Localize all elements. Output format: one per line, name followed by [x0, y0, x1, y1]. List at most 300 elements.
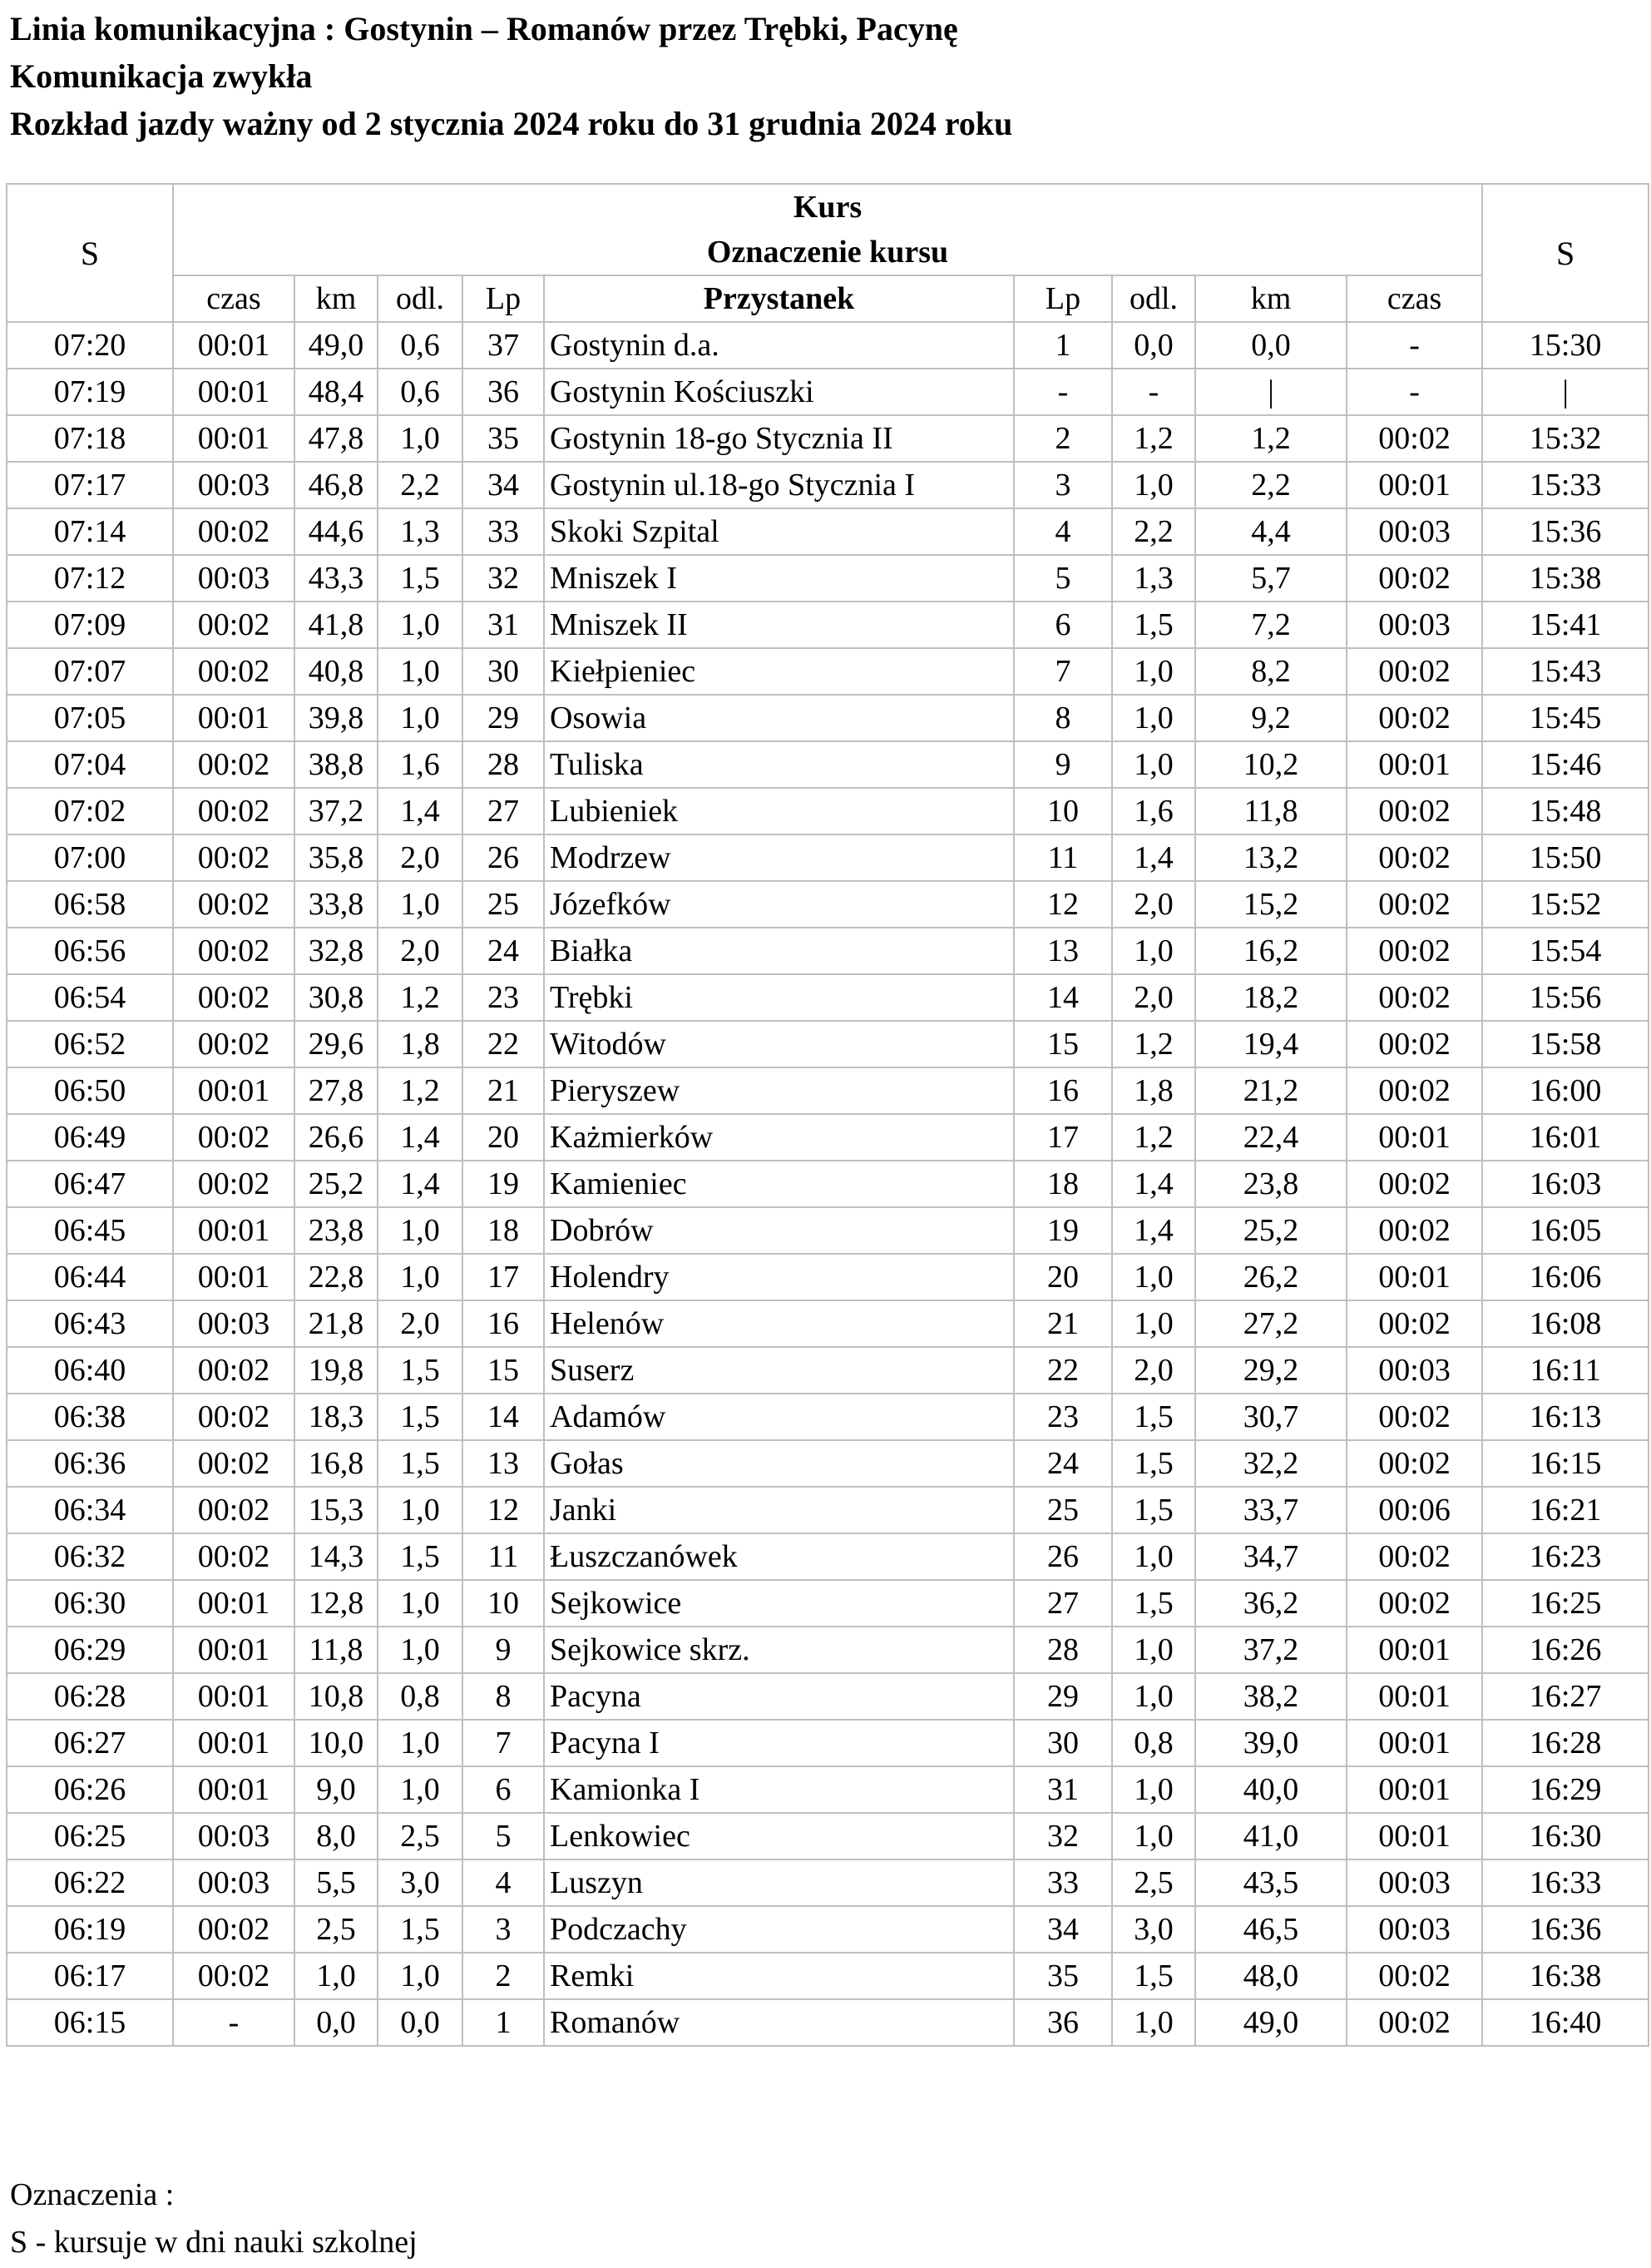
distance-right: 1,0: [1112, 1673, 1195, 1720]
travel-time-right: 00:02: [1347, 1394, 1482, 1440]
dep-time-right: 16:25: [1482, 1580, 1649, 1627]
km-right: 18,2: [1195, 974, 1347, 1021]
dep-time-left: 06:56: [7, 928, 173, 974]
travel-time-right: 00:02: [1347, 974, 1482, 1021]
lp-left: 7: [462, 1720, 544, 1766]
table-row: [7, 881, 1649, 928]
dep-time-left: 06:50: [7, 1067, 173, 1114]
km-right: 38,2: [1195, 1673, 1347, 1720]
lp-right: 22: [1014, 1347, 1112, 1394]
table-row: [7, 555, 1649, 602]
travel-time-left: 00:01: [173, 1580, 294, 1627]
distance-right: 1,4: [1112, 834, 1195, 881]
travel-time-right: 00:06: [1347, 1487, 1482, 1533]
dep-time-right: 15:45: [1482, 695, 1649, 741]
km-left: 19,8: [294, 1347, 378, 1394]
distance-right: 1,2: [1112, 1114, 1195, 1161]
km-right: 5,7: [1195, 555, 1347, 602]
distance-left: 0,0: [378, 1999, 462, 2046]
travel-time-left: 00:02: [173, 1487, 294, 1533]
km-left: 8,0: [294, 1813, 378, 1859]
km-right: 2,2: [1195, 462, 1347, 508]
stop-name: Adamów: [544, 1394, 1014, 1440]
dep-time-right: 16:29: [1482, 1766, 1649, 1813]
lp-right: 18: [1014, 1161, 1112, 1207]
dep-time-right: 15:46: [1482, 741, 1649, 788]
travel-time-left: 00:01: [173, 322, 294, 369]
travel-time-left: 00:02: [173, 1021, 294, 1067]
distance-left: 1,0: [378, 1487, 462, 1533]
travel-time-right: 00:01: [1347, 1673, 1482, 1720]
lp-left: 1: [462, 1999, 544, 2046]
distance-left: 1,0: [378, 695, 462, 741]
km-left: 37,2: [294, 788, 378, 834]
lp-right: 32: [1014, 1813, 1112, 1859]
oznaczenie-label: Oznaczenie kursu: [173, 230, 1482, 275]
distance-left: 1,5: [378, 1394, 462, 1440]
kurs-label: Kurs: [173, 184, 1482, 230]
km-left: 38,8: [294, 741, 378, 788]
distance-right: 1,6: [1112, 788, 1195, 834]
dep-time-left: 06:44: [7, 1254, 173, 1300]
header-row-oznaczenie: [7, 230, 1649, 275]
dep-time-left: 07:18: [7, 415, 173, 462]
dep-time-left: 07:05: [7, 695, 173, 741]
distance-left: 1,2: [378, 1067, 462, 1114]
lp-right: 20: [1014, 1254, 1112, 1300]
lp-left: 22: [462, 1021, 544, 1067]
travel-time-left: 00:02: [173, 1953, 294, 1999]
lp-right: 4: [1014, 508, 1112, 555]
travel-time-right: 00:02: [1347, 1440, 1482, 1487]
travel-time-right: 00:02: [1347, 1953, 1482, 1999]
km-left: 21,8: [294, 1300, 378, 1347]
distance-left: 2,5: [378, 1813, 462, 1859]
stop-name: Sejkowice: [544, 1580, 1014, 1627]
table-row: [7, 602, 1649, 648]
distance-left: 1,4: [378, 1161, 462, 1207]
dep-time-right: 16:27: [1482, 1673, 1649, 1720]
km-right: 1,2: [1195, 415, 1347, 462]
distance-right: 1,5: [1112, 1953, 1195, 1999]
travel-time-left: 00:02: [173, 788, 294, 834]
stop-name: Kamionka I: [544, 1766, 1014, 1813]
distance-right: 1,2: [1112, 1021, 1195, 1067]
dep-time-left: 07:09: [7, 602, 173, 648]
dep-time-left: 07:17: [7, 462, 173, 508]
dep-time-left: 06:25: [7, 1813, 173, 1859]
lp-right: 13: [1014, 928, 1112, 974]
distance-right: 0,0: [1112, 322, 1195, 369]
table-row: [7, 1673, 1649, 1720]
dep-time-right: 16:08: [1482, 1300, 1649, 1347]
travel-time-right: 00:03: [1347, 602, 1482, 648]
travel-time-left: -: [173, 1999, 294, 2046]
distance-right: 1,0: [1112, 1627, 1195, 1673]
table-row: [7, 1067, 1649, 1114]
distance-right: 1,5: [1112, 1394, 1195, 1440]
lp-right: 29: [1014, 1673, 1112, 1720]
dep-time-right: 15:58: [1482, 1021, 1649, 1067]
stop-name: Podczachy: [544, 1906, 1014, 1953]
stop-name: Łuszczanówek: [544, 1533, 1014, 1580]
distance-right: 2,0: [1112, 974, 1195, 1021]
travel-time-left: 00:02: [173, 1440, 294, 1487]
km-left: 9,0: [294, 1766, 378, 1813]
lp-right: 14: [1014, 974, 1112, 1021]
km-left: 35,8: [294, 834, 378, 881]
travel-time-right: 00:02: [1347, 1207, 1482, 1254]
km-right: 21,2: [1195, 1067, 1347, 1114]
travel-time-right: 00:01: [1347, 462, 1482, 508]
lp-left: 10: [462, 1580, 544, 1627]
km-left: 49,0: [294, 322, 378, 369]
km-right: 29,2: [1195, 1347, 1347, 1394]
dep-time-left: 06:22: [7, 1859, 173, 1906]
column-header-row: [7, 275, 1649, 322]
lp-right: 3: [1014, 462, 1112, 508]
km-left: 5,5: [294, 1859, 378, 1906]
lp-right: 2: [1014, 415, 1112, 462]
lp-left: 11: [462, 1533, 544, 1580]
km-right: 48,0: [1195, 1953, 1347, 1999]
col-lp-left: Lp: [462, 275, 544, 322]
dep-time-left: 06:58: [7, 881, 173, 928]
lp-left: 16: [462, 1300, 544, 1347]
travel-time-right: 00:01: [1347, 1813, 1482, 1859]
distance-left: 2,2: [378, 462, 462, 508]
travel-time-right: 00:03: [1347, 1859, 1482, 1906]
table-row: [7, 1953, 1649, 1999]
stop-name: Gostynin ul.18-go Stycznia I: [544, 462, 1014, 508]
lp-right: 16: [1014, 1067, 1112, 1114]
travel-time-right: 00:03: [1347, 1906, 1482, 1953]
travel-time-left: 00:03: [173, 1859, 294, 1906]
table-row: [7, 695, 1649, 741]
lp-right: 10: [1014, 788, 1112, 834]
distance-left: 1,5: [378, 555, 462, 602]
km-left: 30,8: [294, 974, 378, 1021]
lp-right: 7: [1014, 648, 1112, 695]
distance-right: 1,0: [1112, 1813, 1195, 1859]
dep-time-right: 16:38: [1482, 1953, 1649, 1999]
distance-left: 3,0: [378, 1859, 462, 1906]
travel-time-right: 00:02: [1347, 1161, 1482, 1207]
km-right: 33,7: [1195, 1487, 1347, 1533]
travel-time-left: 00:02: [173, 602, 294, 648]
km-right: 43,5: [1195, 1859, 1347, 1906]
dep-time-right: 15:33: [1482, 462, 1649, 508]
lp-left: 32: [462, 555, 544, 602]
distance-left: 2,0: [378, 928, 462, 974]
table-row: [7, 834, 1649, 881]
table-row: [7, 322, 1649, 369]
line-title: Linia komunikacyjna : Gostynin – Romanów przez Trębki, Pacynę: [10, 10, 958, 47]
distance-right: 1,0: [1112, 1533, 1195, 1580]
table-row: [7, 974, 1649, 1021]
distance-left: 1,5: [378, 1347, 462, 1394]
dep-time-left: 06:45: [7, 1207, 173, 1254]
stop-name: Trębki: [544, 974, 1014, 1021]
distance-left: 1,0: [378, 602, 462, 648]
stop-name: Kamieniec: [544, 1161, 1014, 1207]
dep-time-right: 16:01: [1482, 1114, 1649, 1161]
distance-right: 2,0: [1112, 881, 1195, 928]
table-row: [7, 928, 1649, 974]
lp-left: 27: [462, 788, 544, 834]
distance-right: -: [1112, 369, 1195, 415]
km-right: 4,4: [1195, 508, 1347, 555]
lp-left: 36: [462, 369, 544, 415]
distance-right: 2,0: [1112, 1347, 1195, 1394]
travel-time-right: 00:03: [1347, 508, 1482, 555]
distance-left: 1,0: [378, 415, 462, 462]
stop-name: Skoki Szpital: [544, 508, 1014, 555]
km-right: 27,2: [1195, 1300, 1347, 1347]
km-right: 39,0: [1195, 1720, 1347, 1766]
lp-right: 35: [1014, 1953, 1112, 1999]
km-right: 34,7: [1195, 1533, 1347, 1580]
travel-time-left: 00:02: [173, 974, 294, 1021]
table-row: [7, 1161, 1649, 1207]
lp-right: 1: [1014, 322, 1112, 369]
stop-name: Gostynin d.a.: [544, 322, 1014, 369]
km-left: 2,5: [294, 1906, 378, 1953]
table-row: [7, 1114, 1649, 1161]
stop-name: Tuliska: [544, 741, 1014, 788]
travel-time-left: 00:01: [173, 1673, 294, 1720]
travel-time-right: 00:01: [1347, 1254, 1482, 1300]
dep-time-right: 16:36: [1482, 1906, 1649, 1953]
stop-name: Pieryszew: [544, 1067, 1014, 1114]
dep-time-right: 15:36: [1482, 508, 1649, 555]
stop-name: Romanów: [544, 1999, 1014, 2046]
dep-time-right: 16:23: [1482, 1533, 1649, 1580]
km-left: 39,8: [294, 695, 378, 741]
travel-time-left: 00:01: [173, 1627, 294, 1673]
dep-time-right: 16:03: [1482, 1161, 1649, 1207]
col-odl-left: odl.: [378, 275, 462, 322]
distance-right: 1,0: [1112, 648, 1195, 695]
lp-right: 25: [1014, 1487, 1112, 1533]
table-row: [7, 1487, 1649, 1533]
km-left: 14,3: [294, 1533, 378, 1580]
travel-time-right: 00:01: [1347, 1766, 1482, 1813]
stop-name: Gostynin Kościuszki: [544, 369, 1014, 415]
distance-right: 1,8: [1112, 1067, 1195, 1114]
lp-right: 19: [1014, 1207, 1112, 1254]
col-czas-left: czas: [173, 275, 294, 322]
dep-time-right: 15:30: [1482, 322, 1649, 369]
dep-time-right: 15:41: [1482, 602, 1649, 648]
legend-item: S - kursuje w dni nauki szkolnej: [10, 2225, 418, 2260]
distance-left: 2,0: [378, 1300, 462, 1347]
km-left: 26,6: [294, 1114, 378, 1161]
travel-time-left: 00:02: [173, 1533, 294, 1580]
table-row: [7, 1720, 1649, 1766]
lp-right: 26: [1014, 1533, 1112, 1580]
legend: [10, 2171, 418, 2266]
distance-right: 1,0: [1112, 1999, 1195, 2046]
dep-time-left: 06:43: [7, 1300, 173, 1347]
distance-right: 1,0: [1112, 1254, 1195, 1300]
dep-time-left: 06:27: [7, 1720, 173, 1766]
travel-time-right: 00:02: [1347, 1533, 1482, 1580]
km-right: 7,2: [1195, 602, 1347, 648]
km-left: 25,2: [294, 1161, 378, 1207]
travel-time-left: 00:01: [173, 1067, 294, 1114]
lp-left: 33: [462, 508, 544, 555]
distance-right: 0,8: [1112, 1720, 1195, 1766]
table-row: [7, 1627, 1649, 1673]
distance-right: 1,0: [1112, 695, 1195, 741]
lp-left: 31: [462, 602, 544, 648]
lp-left: 26: [462, 834, 544, 881]
lp-left: 24: [462, 928, 544, 974]
km-left: 48,4: [294, 369, 378, 415]
stop-name: Witodów: [544, 1021, 1014, 1067]
km-right: 23,8: [1195, 1161, 1347, 1207]
dep-time-right: 15:38: [1482, 555, 1649, 602]
travel-time-left: 00:01: [173, 1720, 294, 1766]
travel-time-right: 00:02: [1347, 881, 1482, 928]
dep-time-left: 06:17: [7, 1953, 173, 1999]
dep-time-left: 06:38: [7, 1394, 173, 1440]
stop-name: Janki: [544, 1487, 1014, 1533]
travel-time-left: 00:01: [173, 1766, 294, 1813]
dep-time-left: 06:40: [7, 1347, 173, 1394]
km-right: 10,2: [1195, 741, 1347, 788]
lp-right: 9: [1014, 741, 1112, 788]
lp-right: 17: [1014, 1114, 1112, 1161]
lp-left: 14: [462, 1394, 544, 1440]
travel-time-left: 00:02: [173, 881, 294, 928]
dep-time-left: 07:12: [7, 555, 173, 602]
travel-time-left: 00:02: [173, 1114, 294, 1161]
lp-right: 28: [1014, 1627, 1112, 1673]
dep-time-left: 07:04: [7, 741, 173, 788]
stop-name: Gołas: [544, 1440, 1014, 1487]
stop-name: Suserz: [544, 1347, 1014, 1394]
dep-time-left: 07:20: [7, 322, 173, 369]
km-left: 23,8: [294, 1207, 378, 1254]
lp-left: 37: [462, 322, 544, 369]
lp-left: 9: [462, 1627, 544, 1673]
table-row: [7, 788, 1649, 834]
distance-right: 3,0: [1112, 1906, 1195, 1953]
dep-time-right: 16:15: [1482, 1440, 1649, 1487]
table-row: [7, 1580, 1649, 1627]
lp-right: -: [1014, 369, 1112, 415]
km-right: 36,2: [1195, 1580, 1347, 1627]
lp-right: 33: [1014, 1859, 1112, 1906]
lp-right: 31: [1014, 1766, 1112, 1813]
km-right: 22,4: [1195, 1114, 1347, 1161]
km-left: 0,0: [294, 1999, 378, 2046]
lp-right: 24: [1014, 1440, 1112, 1487]
table-row: [7, 741, 1649, 788]
dep-time-right: 16:21: [1482, 1487, 1649, 1533]
lp-left: 4: [462, 1859, 544, 1906]
timetable: [6, 183, 1649, 2047]
lp-right: 12: [1014, 881, 1112, 928]
km-left: 44,6: [294, 508, 378, 555]
col-km-right: km: [1195, 275, 1347, 322]
distance-right: 1,5: [1112, 1580, 1195, 1627]
travel-time-left: 00:02: [173, 741, 294, 788]
stop-name: Sejkowice skrz.: [544, 1627, 1014, 1673]
travel-time-right: 00:01: [1347, 1627, 1482, 1673]
dep-time-left: 07:02: [7, 788, 173, 834]
table-row: [7, 415, 1649, 462]
distance-left: 2,0: [378, 834, 462, 881]
dep-time-right: 16:06: [1482, 1254, 1649, 1300]
distance-right: 1,2: [1112, 415, 1195, 462]
lp-left: 30: [462, 648, 544, 695]
service-type: Komunikacja zwykła: [10, 57, 313, 95]
distance-left: 1,0: [378, 648, 462, 695]
dep-time-right: |: [1482, 369, 1649, 415]
validity-period: Rozkład jazdy ważny od 2 stycznia 2024 roku do 31 grudnia 2024 roku: [10, 105, 1013, 142]
stop-name: Kiełpieniec: [544, 648, 1014, 695]
lp-left: 8: [462, 1673, 544, 1720]
distance-right: 1,0: [1112, 1766, 1195, 1813]
dep-time-left: 07:00: [7, 834, 173, 881]
distance-left: 1,5: [378, 1440, 462, 1487]
travel-time-left: 00:03: [173, 462, 294, 508]
distance-right: 1,0: [1112, 462, 1195, 508]
lp-left: 12: [462, 1487, 544, 1533]
dep-time-left: 06:54: [7, 974, 173, 1021]
lp-right: 21: [1014, 1300, 1112, 1347]
distance-right: 2,2: [1112, 508, 1195, 555]
km-right: 8,2: [1195, 648, 1347, 695]
km-right: 41,0: [1195, 1813, 1347, 1859]
stop-name: Modrzew: [544, 834, 1014, 881]
table-row: [7, 1254, 1649, 1300]
travel-time-right: -: [1347, 369, 1482, 415]
lp-left: 5: [462, 1813, 544, 1859]
lp-right: 6: [1014, 602, 1112, 648]
km-left: 29,6: [294, 1021, 378, 1067]
dep-time-left: 06:28: [7, 1673, 173, 1720]
stop-name: Mniszek II: [544, 602, 1014, 648]
distance-left: 1,0: [378, 1580, 462, 1627]
travel-time-left: 00:01: [173, 695, 294, 741]
travel-time-left: 00:02: [173, 1906, 294, 1953]
lp-left: 28: [462, 741, 544, 788]
travel-time-right: 00:01: [1347, 1114, 1482, 1161]
table-row: [7, 1533, 1649, 1580]
distance-right: 1,5: [1112, 1487, 1195, 1533]
distance-right: 2,5: [1112, 1859, 1195, 1906]
travel-time-left: 00:01: [173, 1207, 294, 1254]
lp-left: 6: [462, 1766, 544, 1813]
header-row-kurs: [7, 184, 1649, 230]
lp-right: 34: [1014, 1906, 1112, 1953]
distance-left: 1,6: [378, 741, 462, 788]
lp-left: 13: [462, 1440, 544, 1487]
distance-right: 1,0: [1112, 1300, 1195, 1347]
table-row: [7, 462, 1649, 508]
distance-right: 1,5: [1112, 602, 1195, 648]
dep-time-right: 16:40: [1482, 1999, 1649, 2046]
travel-time-left: 00:03: [173, 1300, 294, 1347]
dep-time-right: 15:54: [1482, 928, 1649, 974]
km-right: 49,0: [1195, 1999, 1347, 2046]
dep-time-left: 06:15: [7, 1999, 173, 2046]
lp-right: 36: [1014, 1999, 1112, 2046]
